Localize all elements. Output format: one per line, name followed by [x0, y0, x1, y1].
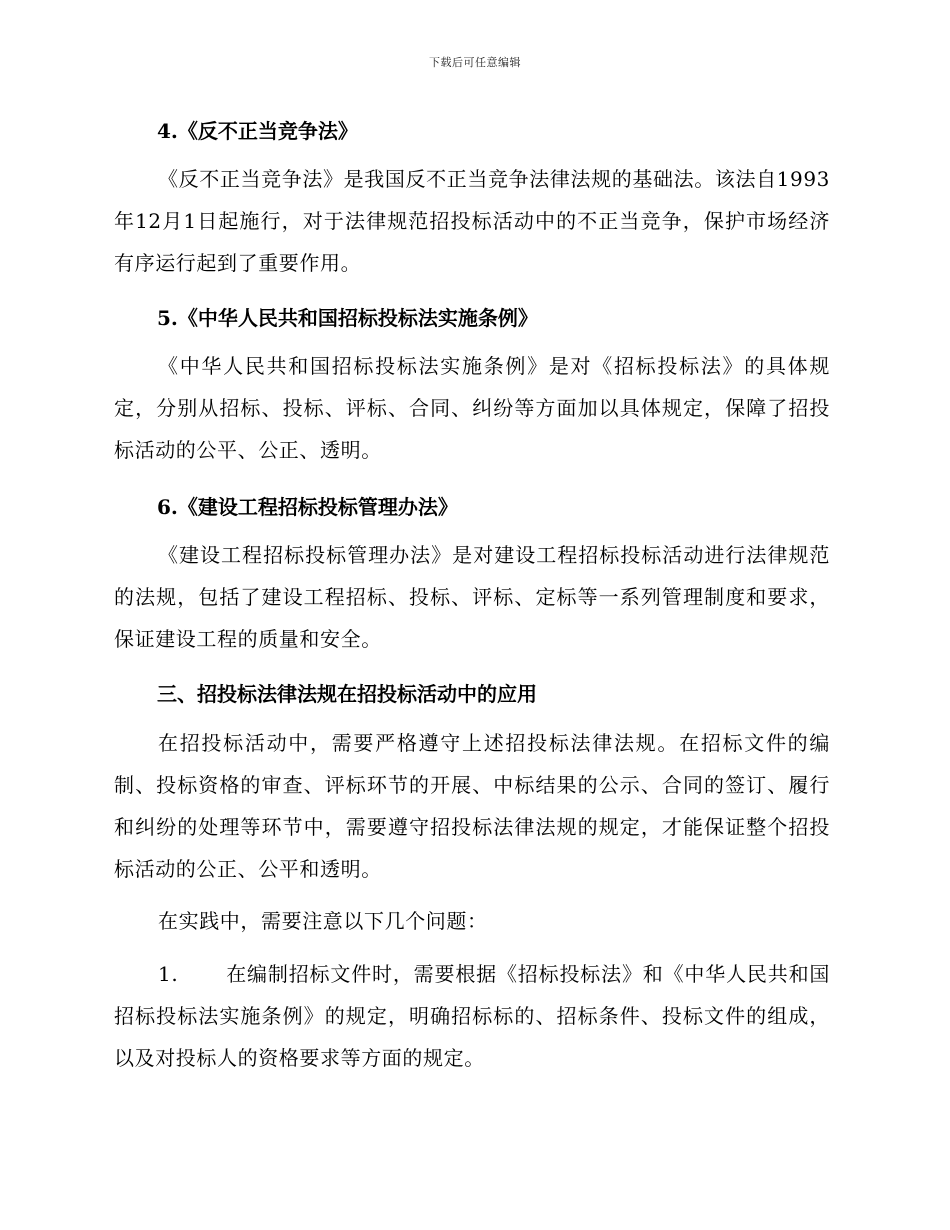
section-body-6: 《建设工程招标投标管理办法》是对建设工程招标投标活动进行法律规范的法规，包括了建设工程招标、投标、评标、定标等一系列管理制度和要求，保证建设工程的质量和安全。: [114, 543, 830, 651]
section-body-3-practice: 在实践中，需要注意以下几个问题：: [158, 909, 488, 933]
list-item-number: 1.: [158, 962, 179, 986]
page-header: 下载后可任意编辑: [429, 56, 521, 69]
list-item: [114, 953, 830, 1079]
section-heading-3: 三、招投标法律法规在招投标活动中的应用: [157, 682, 537, 706]
section-body-3-intro: 在招投标活动中，需要严格遵守上述招投标法律法规。在招标文件的编制、投标资格的审查、评标环节的开展、中标结果的公示、合同的签订、履行和纠纷的处理等环节中，需要遵守招投标法律法规的规定，才能保证整个招投标活动的公正、公平和透明。: [114, 731, 830, 881]
section-body-5: 《中华人民共和国招标投标法实施条例》是对《招标投标法》的具体规定，分别从招标、投标、评标、合同、纠纷等方面加以具体规定，保障了招投标活动的公平、公正、透明。: [114, 354, 830, 462]
section-heading-6: 6.《建设工程招标投标管理办法》: [157, 495, 458, 519]
list-item-text: 在编制招标文件时，需要根据《招标投标法》和《中华人民共和国招标投标法实施条例》的规定，明确招标标的、招标条件、投标文件的组成，以及对投标人的资格要求等方面的规定。: [114, 962, 830, 1070]
section-heading-4: 4.《反不正当竞争法》: [157, 119, 358, 143]
section-heading-5: 5.《中华人民共和国招标投标法实施条例》: [157, 306, 538, 330]
section-body-4: 《反不正当竞争法》是我国反不正当竞争法律法规的基础法。该法自1993年12月1日起施行，对于法律规范招投标活动中的不正当竞争，保护市场经济有序运行起到了重要作用。: [114, 167, 830, 275]
